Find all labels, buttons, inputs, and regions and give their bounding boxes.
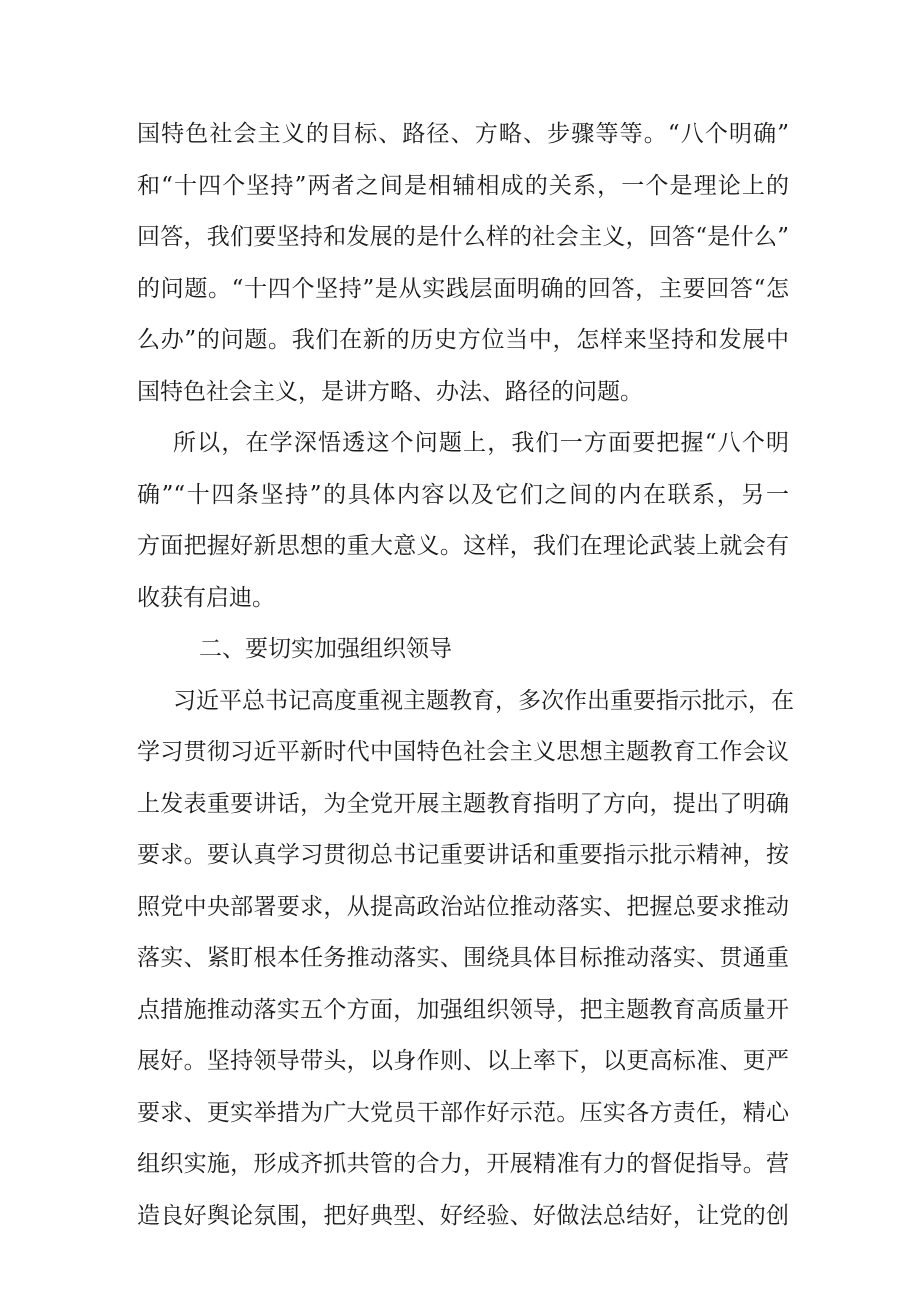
paragraph-line: 上发表重要讲话，为全党开展主题教育指明了方向，提出了明确 (137, 790, 789, 817)
paragraph-line: 国特色社会主义的目标、路径、方略、步骤等等。“八个明确” (137, 121, 789, 147)
paragraph-line: 的问题。“十四个坚持”是从实践层面明确的回答，主要回答“怎 (137, 275, 789, 302)
document-body (137, 109, 794, 1242)
paragraph-3 (137, 676, 794, 1243)
paragraph-line: 照党中央部署要求，从提高政治站位推动落实、把握总要求推动 (137, 893, 789, 920)
paragraph-line: 要求、更实举措为广大党员干部作好示范。压实各方责任，精心 (137, 1099, 789, 1126)
paragraph-line: 收获有启迪。 (137, 584, 275, 611)
paragraph-line: 所以，在学深悟透这个问题上，我们一方面要把握“八个明 (173, 430, 789, 456)
paragraph-line: 和“十四个坚持”两者之间是相辅相成的关系，一个是理论上的 (137, 172, 789, 199)
paragraph-line: 回答，我们要坚持和发展的是什么样的社会主义，回答“是什么” (137, 224, 789, 250)
paragraph-line: 造良好舆论氛围，把好典型、好经验、好做法总结好，让党的创 (137, 1202, 789, 1229)
paragraph-line: 展好。坚持领导带头，以身作则、以上率下，以更高标准、更严 (137, 1048, 789, 1074)
paragraph-2 (137, 418, 789, 624)
paragraph-line: 习近平总书记高度重视主题教育，多次作出重要指示批示，在 (173, 687, 794, 714)
paragraph-line: 国特色社会主义，是讲方略、办法、路径的问题。 (137, 378, 643, 405)
paragraph-line: 组织实施，形成齐抓共管的合力，开展精准有力的督促指导。营 (137, 1151, 789, 1177)
paragraph-line: 确”“十四条坚持”的具体内容以及它们之间的内在联系，另一 (137, 481, 789, 508)
section-heading: 二、要切实加强组织领导 (199, 636, 452, 662)
paragraph-line: 点措施推动落实五个方面，加强组织领导，把主题教育高质量开 (137, 996, 789, 1023)
paragraph-line: 么办”的问题。我们在新的历史方位当中，怎样来坚持和发展中 (137, 327, 789, 353)
paragraph-line: 方面把握好新思想的重大意义。这样，我们在理论武装上就会有 (137, 533, 789, 559)
paragraph-line: 学习贯彻习近平新时代中国特色社会主义思想主题教育工作会议 (137, 739, 789, 765)
paragraph-1 (137, 109, 789, 418)
paragraph-line: 要求。要认真学习贯彻总书记重要讲话和重要指示批示精神，按 (137, 842, 789, 868)
paragraph-line: 落实、紧盯根本任务推动落实、围绕具体目标推动落实、贯通重 (137, 945, 789, 971)
